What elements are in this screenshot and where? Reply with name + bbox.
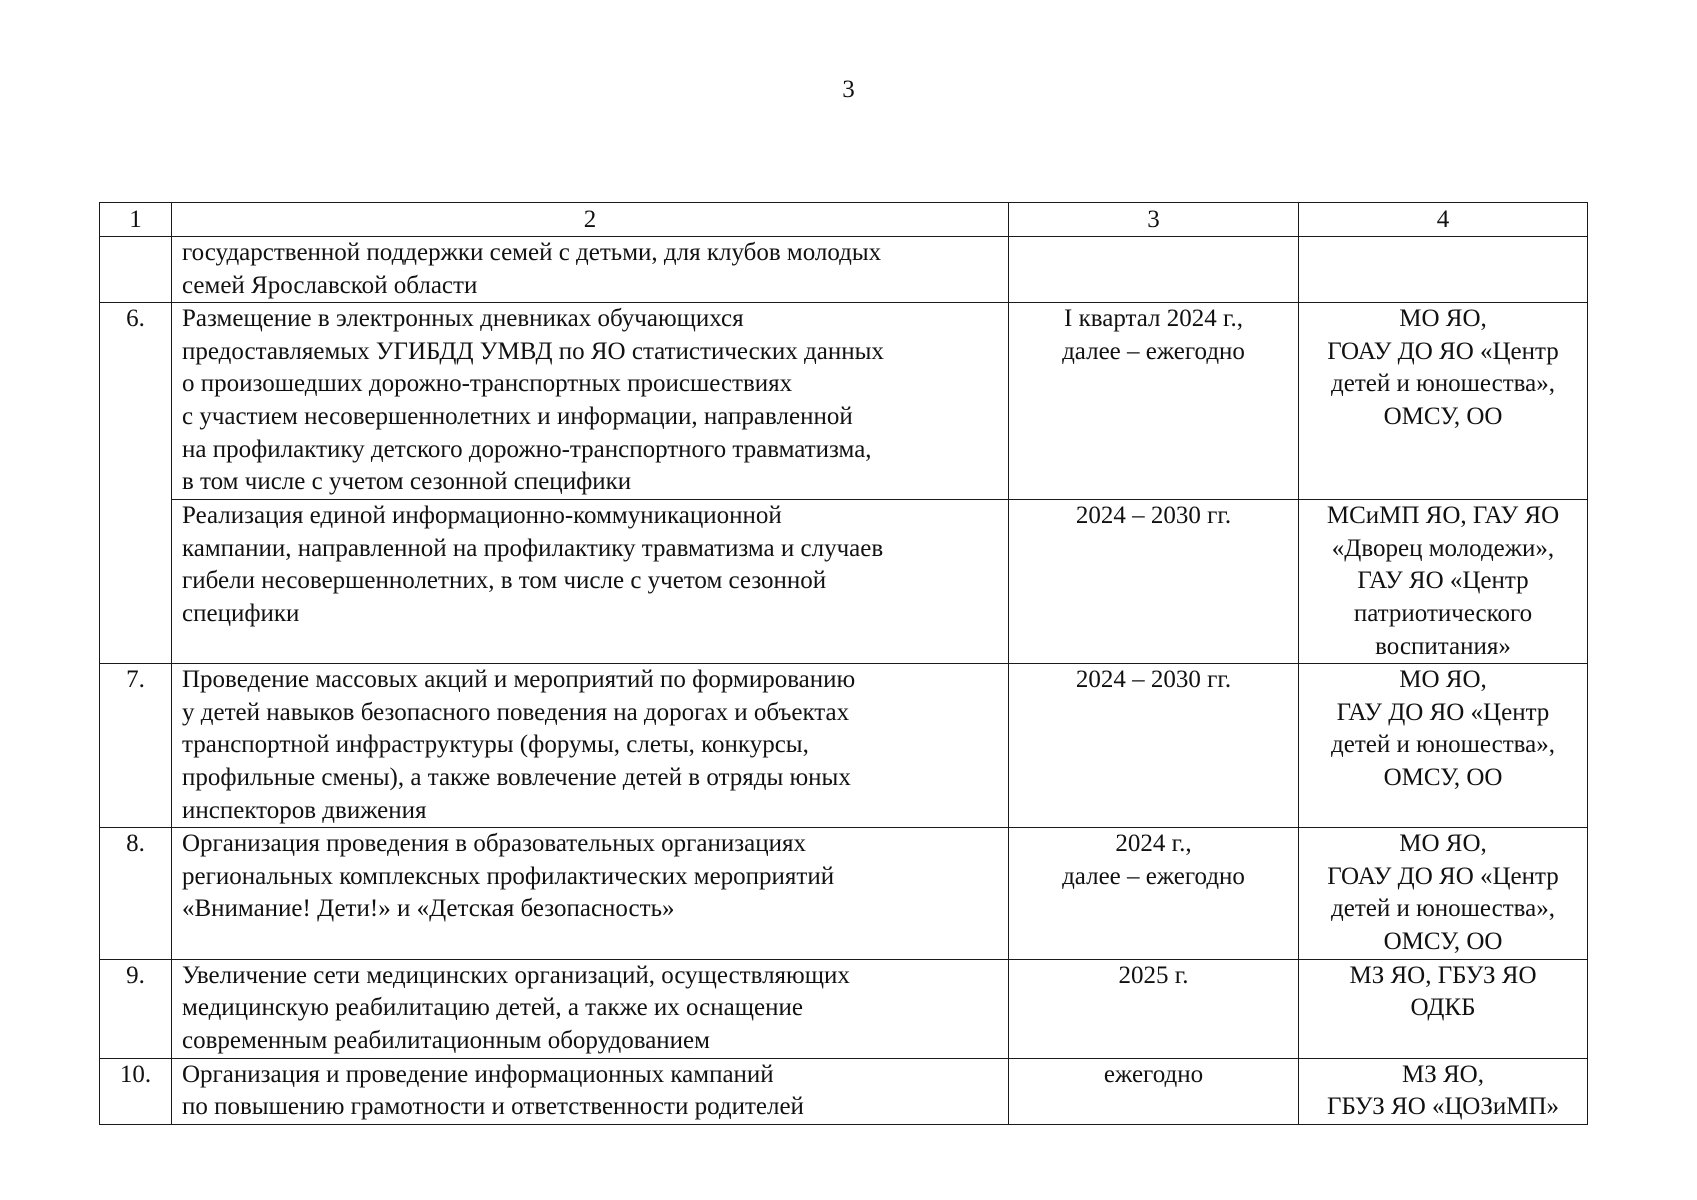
measure-line: у детей навыков безопасного поведения на дорогах и объектах [182,698,850,726]
measure-line: транспортной инфраструктуры (форумы, слеты, конкурсы, [182,731,809,759]
column-header-4: 4 [1299,203,1588,237]
responsible-line: МСиМП ЯО, ГАУ ЯО [1326,502,1560,530]
responsible-line: МО ЯО, [1399,305,1487,333]
responsible-line: детей и юношества», [1331,895,1555,923]
responsible-cell [1299,828,1588,959]
measure-cell [172,237,1009,303]
measure-line: Организация проведения в образовательных организациях [182,830,806,858]
column-header-3: 3 [1009,203,1299,237]
responsible-line: ГАУ ЯО «Центр [1357,567,1529,595]
responsible-line: воспитания» [1375,632,1511,660]
measure-line: на профилактику детского дорожно-транспортного травматизма, [182,435,872,463]
measure-cell [172,500,1009,664]
measure-line: Увеличение сети медицинских организаций, осуществляющих [182,961,850,989]
responsible-line: ГОАУ ДО ЯО «Центр [1327,862,1559,890]
deadline-cell [1009,664,1299,828]
measure-line: профильные смены), а также вовлечение детей в отряды юных [182,763,851,791]
table-row [100,500,1588,664]
measure-line: в том числе с учетом сезонной специфики [182,468,632,496]
measure-line: современным реабилитационным оборудованием [182,1026,710,1054]
deadline-cell [1009,500,1299,664]
deadline-cell [1009,959,1299,1058]
table-header-row [100,203,1588,237]
row-number-cell: 7. [100,664,172,828]
measure-line: Размещение в электронных дневниках обучающихся [182,305,744,333]
responsible-line: детей и юношества», [1331,731,1555,759]
responsible-cell [1299,959,1588,1058]
deadline-line: ежегодно [1103,1060,1204,1088]
column-header-2: 2 [172,203,1009,237]
table-row [100,1058,1588,1124]
measure-line: Организация и проведение информационных кампаний [182,1060,774,1088]
responsible-cell [1299,664,1588,828]
responsible-line: МО ЯО, [1399,666,1487,694]
measure-line: по повышению грамотности и ответственности родителей [182,1093,804,1121]
responsible-line: ГОАУ ДО ЯО «Центр [1327,337,1559,365]
measure-line: Реализация единой информационно-коммуникационной [182,502,782,530]
responsible-line: МЗ ЯО, ГБУЗ ЯО [1349,961,1537,989]
table-row [100,664,1588,828]
responsible-line: ОМСУ, ОО [1383,927,1503,955]
measure-line: «Внимание! Дети!» и «Детская безопасность» [182,895,675,923]
table-row [100,959,1588,1058]
row-number-cell: 9. [100,959,172,1058]
measure-line: кампании, направленной на профилактику травматизма и случаев [182,534,884,562]
responsible-line: ОМСУ, ОО [1383,763,1503,791]
deadline-line: 2024 г., [1115,830,1192,858]
row-number-cell: 8. [100,828,172,959]
measure-line: медицинскую реабилитацию детей, а также их оснащение [182,994,803,1022]
measure-cell [172,1058,1009,1124]
table-row [100,303,1588,500]
measure-line: инспекторов движения [182,796,427,824]
deadline-line: I квартал 2024 г., [1064,305,1243,333]
measure-line: гибели несовершеннолетних, в том числе с учетом сезонной [182,567,827,595]
action-plan-table [99,202,1588,1125]
responsible-line: патриотического [1353,599,1533,627]
measure-line: специфики [182,599,300,627]
row-number-cell [100,237,172,303]
measure-line: семей Ярославской области [182,271,478,299]
responsible-line: ОДКБ [1410,994,1476,1022]
responsible-cell [1299,1058,1588,1124]
table-row [100,237,1588,303]
deadline-line: 2024 – 2030 гг. [1075,502,1232,530]
measure-line: предоставляемых УГИБДД УМВД по ЯО статистических данных [182,337,884,365]
deadline-line: далее – ежегодно [1062,337,1245,365]
responsible-cell [1299,500,1588,664]
deadline-cell [1009,303,1299,500]
responsible-cell [1299,237,1588,303]
responsible-line: ГБУЗ ЯО «ЦОЗиМП» [1326,1093,1560,1121]
measure-line: государственной поддержки семей с детьми, для клубов молодых [182,239,882,266]
deadline-line: далее – ежегодно [1062,862,1245,890]
page-number: 3 [842,76,855,103]
measure-line: с участием несовершеннолетних и информации, направленной [182,402,853,430]
table-row [100,828,1588,959]
column-header-1: 1 [100,203,172,237]
measure-line: о произошедших дорожно-транспортных происшествиях [182,370,793,398]
responsible-line: «Дворец молодежи», [1331,534,1555,562]
responsible-line: ОМСУ, ОО [1383,402,1503,430]
measure-cell [172,959,1009,1058]
deadline-cell [1009,237,1299,303]
measure-line: региональных комплексных профилактических мероприятий [182,862,835,890]
responsible-cell [1299,303,1588,500]
deadline-cell [1009,1058,1299,1124]
measure-cell [172,303,1009,500]
responsible-line: МО ЯО, [1399,830,1487,858]
deadline-cell [1009,828,1299,959]
responsible-line: ГАУ ДО ЯО «Центр [1336,698,1550,726]
measure-cell [172,828,1009,959]
responsible-line: детей и юношества», [1331,370,1555,398]
measure-cell [172,664,1009,828]
responsible-line: МЗ ЯО, [1402,1060,1484,1088]
measure-line: Проведение массовых акций и мероприятий по формированию [182,666,856,694]
row-number-cell: 10. [100,1058,172,1124]
deadline-line: 2024 – 2030 гг. [1075,666,1232,694]
deadline-line: 2025 г. [1118,961,1189,989]
row-number-cell: 6. [100,303,172,664]
